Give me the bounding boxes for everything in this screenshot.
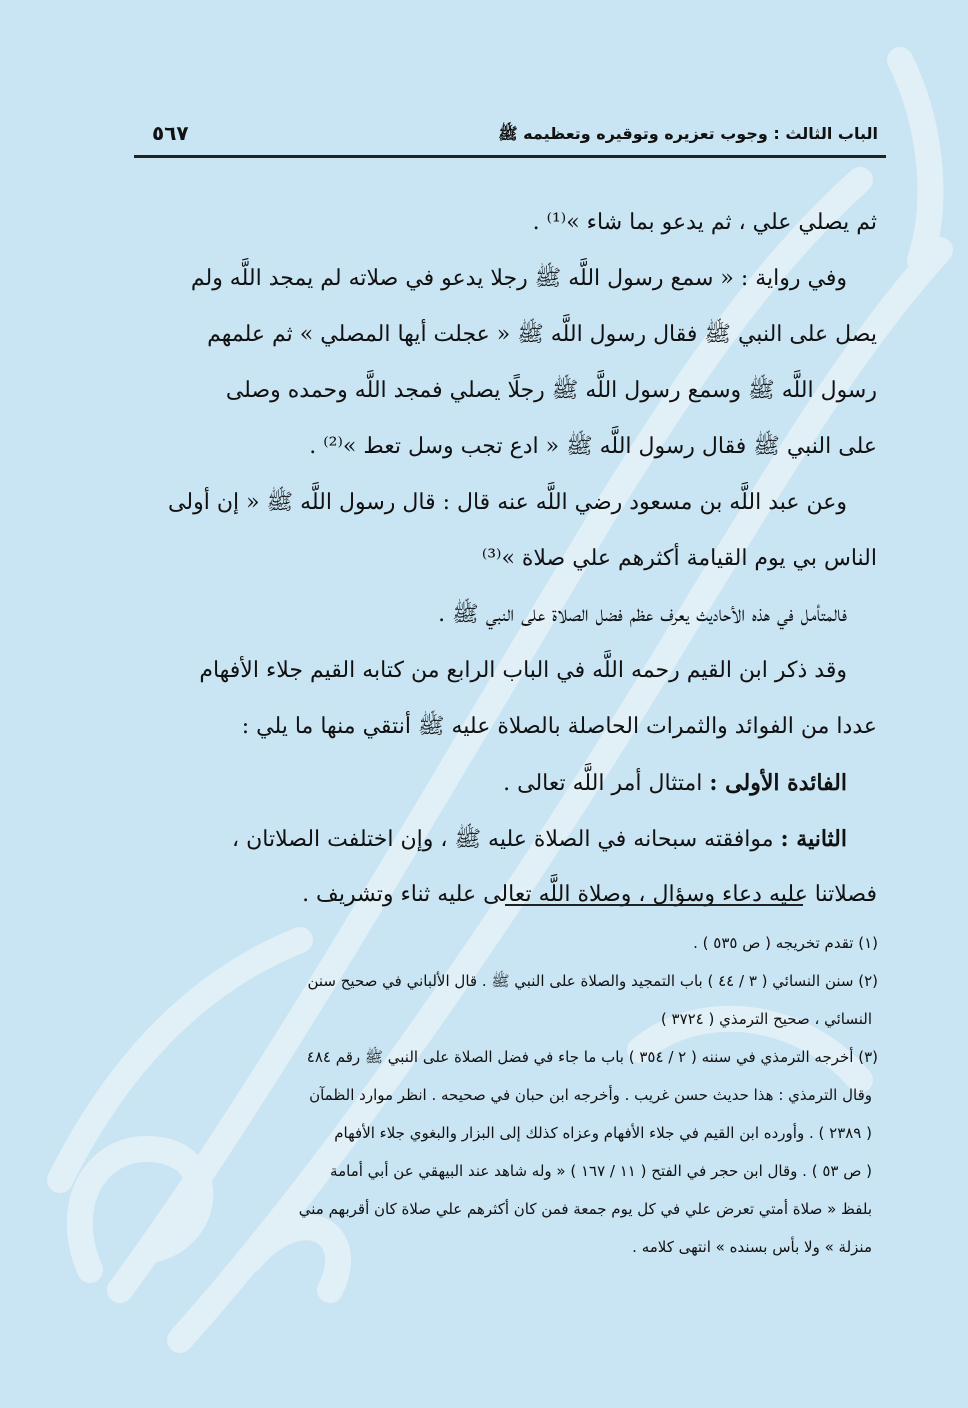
- footnote-line: ( ٢٣٨٩ ) . وأورده ابن القيم في جلاء الأفهام وعزاه كذلك إلى البزار والبغوي جلاء الأفهام: [334, 1124, 872, 1142]
- benefit-first: [132, 755, 877, 811]
- footnote-line: (٣) أخرجه الترمذي في سننه ( ٢ / ٣٥٤ ) باب ما جاء في فضل الصلاة على النبي ﷺ رقم ٤٨٤: [306, 1048, 878, 1066]
- benefit-second-label: الثانية :: [780, 826, 847, 852]
- chapter-title: الباب الثالث : وجوب تعزيره وتوقيره وتعظيمه ﷺ: [498, 124, 878, 143]
- footnote-line: (٢) سنن النسائي ( ٣ / ٤٤ ) باب التمجيد والصلاة على النبي ﷺ . قال الألباني في صحيح سنن: [307, 972, 878, 990]
- text-line: وعن عبد اللَّه بن مسعود رضي اللَّه عنه قال : قال رسول اللَّه ﷺ « إن أولى: [168, 490, 847, 515]
- text-line: وفي رواية : « سمع رسول اللَّه ﷺ رجلا يدعو في صلاته لم يمجد اللَّه ولم: [190, 266, 847, 291]
- benefit-first-text: امتثال أمر اللَّه تعالى .: [503, 771, 703, 796]
- text-line: وقد ذكر ابن القيم رحمه اللَّه في الباب الرابع من كتابه القيم جلاء الأفهام: [199, 658, 847, 683]
- benefit-first-label: الفائدة الأولى :: [709, 770, 847, 796]
- text-line: فالمتأمل في هذه الأحاديث يعرف عظم فضل الصلاة على النبي ﷺ .: [438, 602, 847, 627]
- text-line: عددا من الفوائد والثمرات الحاصلة بالصلاة عليه ﷺ أنتقي منها ما يلي :: [241, 714, 877, 739]
- text-line: يصل على النبي ﷺ فقال رسول اللَّه ﷺ « عجلت أيها المصلي » ثم علمهم: [207, 322, 877, 347]
- text-line: الناس بي يوم القيامة أكثرهم علي صلاة »⁽³⁾: [481, 546, 877, 571]
- text-line: على النبي ﷺ فقال رسول اللَّه ﷺ « ادع تجب وسل تعط »⁽²⁾ .: [309, 434, 877, 459]
- text-line: فصلاتنا عليه دعاء وسؤال ، وصلاة اللَّه تعالى عليه ثناء وتشريف .: [302, 882, 877, 907]
- main-text: [132, 195, 877, 923]
- page-number: ٥٦٧: [152, 121, 189, 145]
- footnote-line: النسائي ، صحيح الترمذي ( ٣٧٢٤ ): [660, 1010, 872, 1028]
- footnote-line: (١) تقدم تخريجه ( ص ٥٣٥ ) .: [693, 934, 878, 952]
- text-line: ثم يصلي علي ، ثم يدعو بما شاء »⁽¹⁾ .: [532, 210, 877, 235]
- benefit-second-text: موافقته سبحانه في الصلاة عليه ﷺ ، وإن اختلفت الصلاتان ،: [232, 827, 774, 852]
- footnote-line: بلفظ « صلاة أمتي تعرض علي في كل يوم جمعة فمن كان أكثرهم علي صلاة كان أقربهم مني: [298, 1200, 872, 1218]
- footnotes: [130, 924, 878, 1266]
- footnote-line: منزلة » ولا بأس بسنده » انتهى كلامه .: [632, 1238, 872, 1256]
- footnote-divider: [505, 904, 803, 906]
- text-line: رسول اللَّه ﷺ وسمع رسول اللَّه ﷺ رجلًا يصلي فمجد اللَّه وحمده وصلى: [225, 378, 877, 403]
- benefit-second: [132, 811, 877, 867]
- page-header: [134, 117, 886, 158]
- footnote-line: وقال الترمذي : هذا حديث حسن غريب . وأخرجه ابن حبان في صحيحه . انظر موارد الظمآن: [309, 1086, 872, 1104]
- footnote-line: ( ص ٥٣ ) . وقال ابن حجر في الفتح ( ١١ / ١٦٧ ) « وله شاهد عند البيهقي عن أبي أمامة: [330, 1162, 872, 1180]
